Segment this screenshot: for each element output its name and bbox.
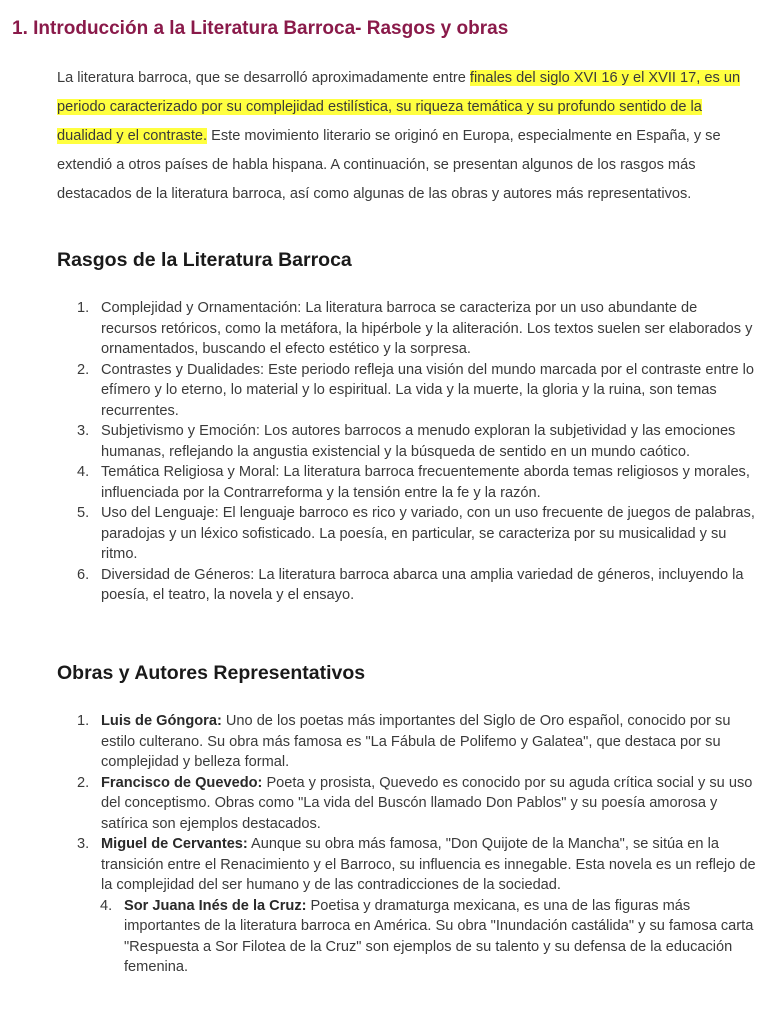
list-item xyxy=(57,565,757,606)
list-item xyxy=(57,360,757,422)
author-name: Miguel de Cervantes: xyxy=(101,836,248,852)
section-title-rasgos: Rasgos de la Literatura Barroca xyxy=(57,249,352,271)
list-item xyxy=(57,896,757,978)
list-number: 5. xyxy=(77,505,90,521)
list-number: 4. xyxy=(100,897,113,914)
list-item-text: Temática Religiosa y Moral: La literatura barroca frecuentemente aborda temas religiosos y morales, influenciada por la Contrarreforma y la tensión entre la fe y la razón. xyxy=(101,464,750,501)
intro-text-end: Este movimiento literario se originó en Europa, especialmente en España, y se extendió a otros países de habla hispana. A continuación, se presentan algunos de los rasgos más destacados de la literatura barroca, así como algunas de las obras y autores más representativos. xyxy=(57,128,721,202)
author-name: Sor Juana Inés de la Cruz: xyxy=(124,897,307,914)
author-name: Francisco de Quevedo: xyxy=(101,774,263,791)
list-item-text: Poeta y prosista, Quevedo es conocido por su aguda crítica social y su uso del conceptismo. Obras como "La vida del Buscón llamado Don Pablos" y su poesía amorosa y satírica son ejemplos destacados. xyxy=(101,774,753,832)
author-name: Luis de Góngora: xyxy=(101,713,222,729)
list-item xyxy=(57,298,757,360)
list-item xyxy=(57,462,757,503)
page-title: 1. Introducción a la Literatura Barroca- Rasgos y obras xyxy=(12,18,509,39)
list-item xyxy=(57,711,757,773)
list-item-text: Complejidad y Ornamentación: La literatura barroca se caracteriza por un uso abundante de recursos retóricos, como la metáfora, la hipérbole y la aliteración. Los textos suelen ser elaborados y ornamentados, buscando el efecto estético y la sorpresa. xyxy=(101,300,753,357)
section-title-obras: Obras y Autores Representativos xyxy=(57,662,366,684)
list-item-text: Aunque su obra más famosa, "Don Quijote de la Mancha", se sitúa en la transición entre el Renacimiento y el Barroco, su influencia es innegable. Esta novela es un reflejo de la complejidad del ser humano y de las contradicciones de la sociedad. xyxy=(101,836,756,893)
list-number: 3. xyxy=(77,836,90,852)
list-item-text: Subjetivismo y Emoción: Los autores barrocos a menudo exploran la subjetividad y las emociones humanas, reflejando la angustia existencial y la búsqueda de sentido en un mundo caótico. xyxy=(101,423,736,460)
obras-list xyxy=(57,711,757,978)
list-item xyxy=(57,834,757,896)
rasgos-list xyxy=(57,298,757,606)
list-item-text: Poetisa y dramaturga mexicana, es una de las figuras más importantes de la literatura barroca en América. Su obra "Inundación castálida" y su famosa carta "Respuesta a Sor Filotea de la Cruz" son ejemplos de su talento y su defensa de la educación femenina. xyxy=(124,897,754,975)
intro-highlighted-text: finales del siglo XVI 16 y el XVII 17, es un periodo caracterizado por su complejidad estilística, su riqueza temática y su profundo sentido de la dualidad y el contraste. xyxy=(57,70,741,144)
intro-text-start: La literatura barroca, que se desarrolló aproximadamente entre xyxy=(57,70,470,86)
list-item xyxy=(57,503,757,565)
list-item-text: Contrastes y Dualidades: Este periodo refleja una visión del mundo marcada por el contraste entre lo efímero y lo eterno, lo material y lo espiritual. La vida y la muerte, la gloria y la ruina, son temas recurrentes. xyxy=(101,361,755,419)
list-number: 6. xyxy=(77,566,90,583)
list-item-text: Uso del Lenguaje: El lenguaje barroco es rico y variado, con un uso frecuente de juegos de palabras, paradojas y un léxico sofisticado. La poesía, en particular, se caracteriza por su musicalidad y su ritmo. xyxy=(101,505,755,562)
list-item-text: Uno de los poetas más importantes del Siglo de Oro español, conocido por su estilo culterano. Su obra más famosa es "La Fábula de Polifemo y Galatea", que destaca por su complejidad y belleza formal. xyxy=(101,713,731,770)
list-number: 1. xyxy=(77,300,90,316)
list-item xyxy=(57,773,757,835)
list-number: 1. xyxy=(77,713,90,729)
list-item xyxy=(57,421,757,462)
list-number: 2. xyxy=(77,774,90,791)
list-number: 3. xyxy=(77,423,90,439)
intro-paragraph xyxy=(57,64,747,209)
list-item-text: Diversidad de Géneros: La literatura barroca abarca una amplia variedad de géneros, incluyendo la poesía, el teatro, la novela y el ensayo. xyxy=(101,566,744,603)
list-number: 4. xyxy=(77,464,90,480)
list-number: 2. xyxy=(77,361,90,378)
